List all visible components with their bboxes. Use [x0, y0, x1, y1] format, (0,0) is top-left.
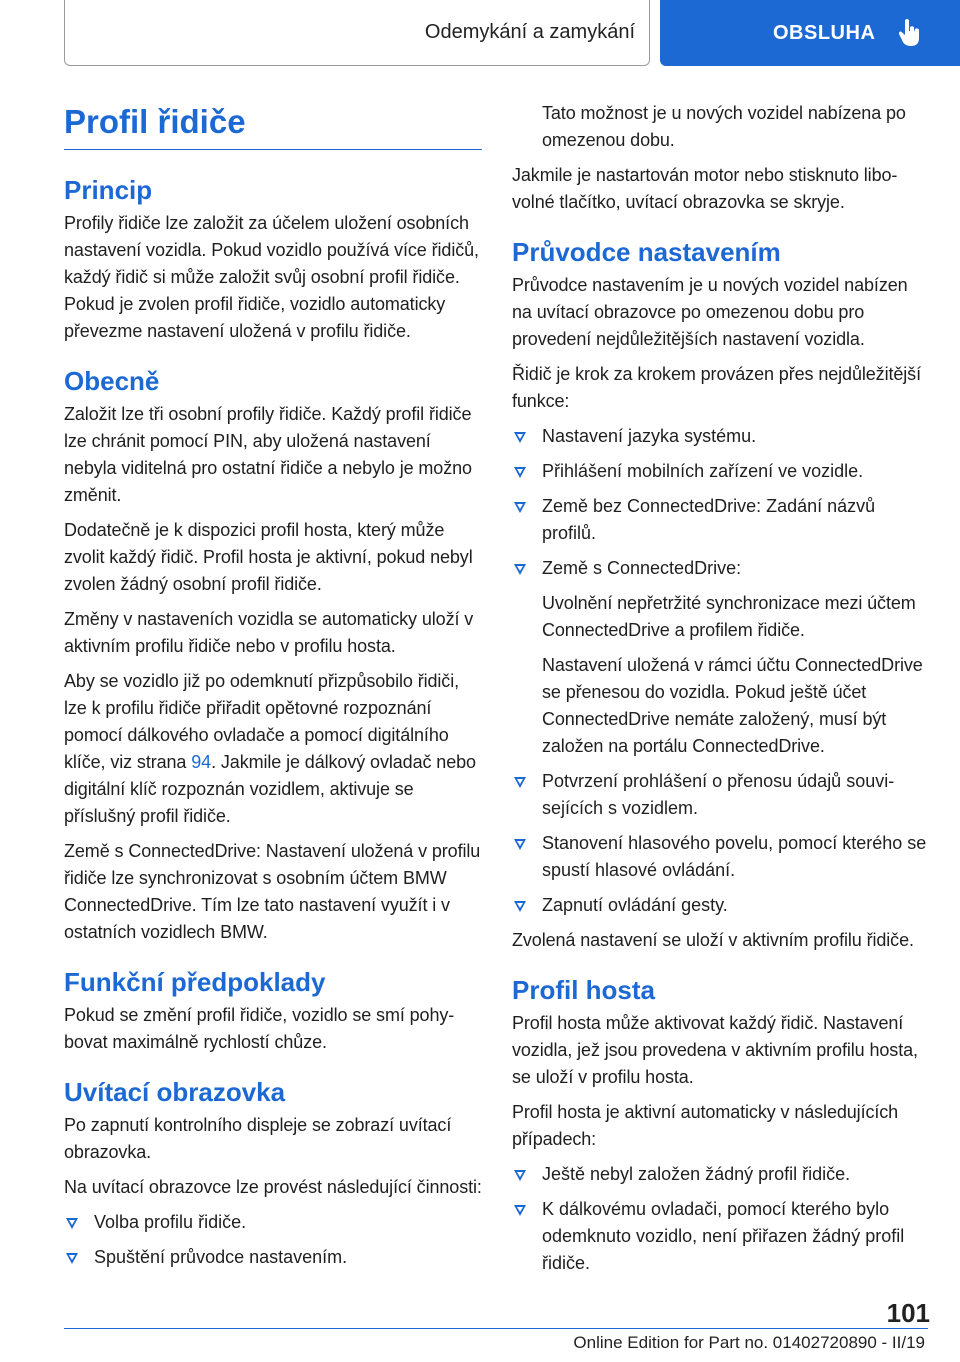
paragraph: Profil hosta je aktivní automaticky v následujících případech:	[512, 1102, 899, 1149]
heading-predpoklady: Funkční předpoklady	[64, 967, 326, 997]
hand-pointing-icon	[897, 18, 923, 48]
bullet-list	[512, 423, 932, 582]
list-item: Potvrzení prohlášení o přenosu údajů souvisejících s vozidlem.	[512, 768, 932, 822]
paragraph: Profily řidiče lze založit za účelem uložení osobních nastavení vozidla. Pokud vozidlo používá více řidičů, každý řidič si může založit svůj osobní profil řidiče. Pokud je zvolen profil řidiče, vozidlo automaticky převezme nastavení uložená v profilu řidiče.	[64, 213, 479, 341]
paragraph: Dodatečně je k dispozici profil hosta, který může zvolit každý řidič. Profil hosta je aktivní, pokud nebyl zvolen žádný osobní profil řidiče.	[64, 520, 473, 594]
paragraph: Založit lze tři osobní profily řidiče. Každý profil řidiče lze chránit pomocí PIN, aby uložená nastavení nebyla viditelná pro ostatní řidiče a nebylo je možno změnit.	[64, 404, 472, 505]
footer-divider	[64, 1328, 928, 1329]
list-item: Nastavení jazyka systému.	[512, 423, 932, 450]
triangle-bullet-icon	[514, 564, 526, 575]
sub-paragraph: Nastavení uložená v rámci účtu ConnectedDrive se přenesou do vozidla. Pokud ještě účet ConnectedDrive nemáte založený, musí být založen na portálu ConnectedDrive.	[542, 655, 923, 756]
paragraph: Tato možnost je u nových vozidel nabízena po omezenou dobu.	[542, 103, 906, 150]
bullet-list	[512, 768, 932, 919]
sub-paragraph: Uvolnění nepřetržité synchronizace mezi účtem ConnectedDrive a profilem řidiče.	[542, 593, 916, 640]
paragraph: Země s ConnectedDrive: Nastavení uložená v profilu řidiče lze synchronizovat s osobním účtem BMW ConnectedDrive. Tím lze tato nastavení využít i v ostatních vozidlech BMW.	[64, 841, 481, 942]
left-column	[64, 100, 482, 1279]
page-reference-link[interactable]: 94	[191, 752, 212, 772]
header-section-tab	[64, 0, 650, 66]
paragraph: Profil hosta může aktivovat každý řidič. Nastavení vozidla, jež jsou provedena v aktivním profilu hosta, se uloží v profilu hosta.	[512, 1013, 918, 1087]
triangle-bullet-icon	[514, 467, 526, 478]
triangle-bullet-icon	[514, 432, 526, 443]
list-item: Ještě nebyl založen žádný profil řidiče.	[512, 1161, 932, 1188]
paragraph: Po zapnutí kontrolního displeje se zobrazí uvítací obrazovka.	[64, 1115, 452, 1162]
triangle-bullet-icon	[514, 777, 526, 788]
triangle-bullet-icon	[66, 1253, 78, 1264]
heading-uvitaci: Uvítací obrazovka	[64, 1077, 286, 1107]
triangle-bullet-icon	[514, 1170, 526, 1181]
page-title: Profil řidiče	[64, 103, 246, 140]
paragraph: Jakmile je nastartován motor nebo stisknuto libovolné tlačítko, uvítací obrazovka se skryje.	[512, 165, 898, 212]
list-item: Stanovení hlasového povelu, pomocí kterého se spustí hlasové ovládání.	[512, 830, 932, 884]
paragraph-text: Aby se vozidlo již po odemknutí přizpůsobilo řidiči, lze k profilu řidiče přiřadit opětovné rozpoznání pomocí dálkového ovladače a pomocí digitálního klíče, viz strana	[64, 671, 459, 772]
heading-princip: Princip	[64, 175, 153, 205]
paragraph: Změny v nastaveních vozidla se automaticky uloží v aktivním profilu řidiče nebo v profilu hosta.	[64, 609, 474, 656]
list-item: Spuštění průvodce nastavením.	[64, 1244, 482, 1271]
bullet-list	[64, 1209, 482, 1271]
paragraph: Řidič je krok za krokem provázen přes nejdůležitější funkce:	[512, 364, 921, 411]
list-item: Země s ConnectedDrive:	[512, 555, 932, 582]
heading-obecne: Obecně	[64, 366, 160, 396]
footer-edition: Online Edition for Part no. 01402720890 - II/19	[573, 1333, 925, 1352]
triangle-bullet-icon	[66, 1218, 78, 1229]
bullet-list	[512, 1161, 932, 1277]
list-item: Přihlášení mobilních zařízení ve vozidle.	[512, 458, 932, 485]
triangle-bullet-icon	[514, 502, 526, 513]
header-chapter-title: OBSLUHA	[773, 21, 876, 44]
paragraph-text: . Jakmile je dálkový ovladač nebo digitální klíč rozpoznán vozidlem, aktivuje se příslušný profil řidiče.	[64, 752, 476, 826]
list-item: K dálkovému ovladači, pomocí kterého bylo odemknuto vozidlo, není přiřazen žádný profil řidiče.	[512, 1196, 932, 1277]
header-section-title: Odemykání a zamykání	[424, 21, 635, 43]
triangle-bullet-icon	[514, 901, 526, 912]
paragraph-with-link	[64, 668, 482, 830]
paragraph: Pokud se změní profil řidiče, vozidlo se smí pohybovat maximálně rychlostí chůze.	[64, 1005, 455, 1052]
paragraph: Průvodce nastavením je u nových vozidel nabízen na uvítací obrazovce po omezenou dobu pro provedení nejdůležitějších nastavení vozidla.	[512, 275, 908, 349]
list-item: Volba profilu řidiče.	[64, 1209, 482, 1236]
right-column	[512, 100, 932, 1285]
header-chapter-tab	[660, 0, 960, 66]
paragraph: Zvolená nastavení se uloží v aktivním profilu řidiče.	[512, 930, 914, 950]
paragraph: Na uvítací obrazovce lze provést následující činnosti:	[64, 1177, 482, 1197]
title-divider	[64, 149, 482, 150]
triangle-bullet-icon	[514, 1205, 526, 1216]
heading-host: Profil hosta	[512, 975, 656, 1005]
page-number: 101	[886, 1298, 930, 1328]
list-item: Zapnutí ovládání gesty.	[512, 892, 932, 919]
list-item: Země bez ConnectedDrive: Zadání názvů profilů.	[512, 493, 932, 547]
heading-pruvodce: Průvodce nastavením	[512, 237, 781, 267]
triangle-bullet-icon	[514, 839, 526, 850]
